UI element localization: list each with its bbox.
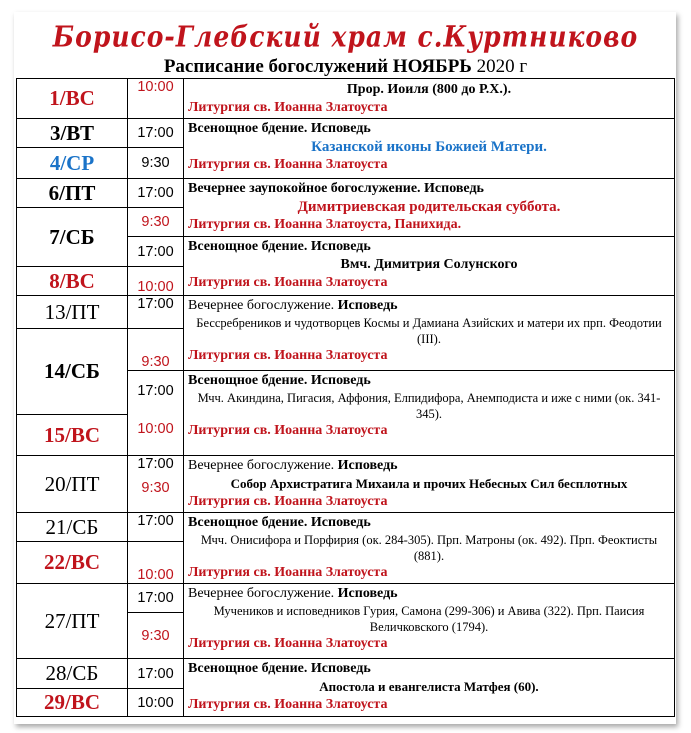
confession: Исповедь [337, 298, 398, 313]
saint-note: Мчч. Онисифора и Порфирия (ок. 284-305). Прп. Матроны (ок. 492). Прп. Феоктисты (881). [200, 533, 658, 563]
day-cell: 28/СБ [17, 659, 128, 689]
liturgy: Литургия св. Иоанна Златоуста [188, 697, 388, 712]
service: Всенощное бдение. Исповедь [188, 239, 371, 254]
table-row [17, 296, 675, 329]
day-cell: 7/СБ [17, 208, 128, 267]
day-cell: 8/ВС [17, 267, 128, 296]
time: 10:00 [137, 567, 174, 583]
day-cell: 22/ВС [17, 542, 128, 584]
service: Вечернее заупокойное богослужение. Исповедь [188, 181, 484, 196]
time: 9:30 [141, 155, 170, 171]
service: Всенощное бдение. Исповедь [188, 121, 371, 136]
schedule-table [16, 78, 675, 717]
table-row [17, 584, 675, 613]
time: 17:00 [137, 185, 174, 201]
table-row [17, 179, 675, 208]
liturgy: Литургия св. Иоанна Златоуста [188, 565, 388, 580]
liturgy: Литургия св. Иоанна Златоуста [188, 636, 388, 651]
time: 17:00 [137, 513, 174, 529]
service: Всенощное бдение. Исповедь [188, 515, 371, 530]
feast: Апостола и евангелиста Матфея (60). [319, 679, 539, 694]
service: Всенощное бдение. Исповедь [188, 661, 371, 676]
day-cell: 29/ВС [17, 689, 128, 717]
table-row [17, 79, 675, 119]
time: 9:30 [141, 214, 170, 230]
saint-note: Мчч. Акиндина, Пигасия, Аффония, Елпидифора, Анемподиста и иже с ними (ок. 341-345). [197, 391, 661, 421]
liturgy: Литургия св. Иоанна Златоуста, Панихида. [188, 217, 462, 232]
feast: Вмч. Димитрия Солунского [340, 257, 518, 272]
confession: Исповедь [337, 458, 398, 473]
day-cell: 1/ВС [17, 79, 128, 119]
service: Вечернее богослужение. [188, 298, 338, 313]
saint-note: Мучеников и исповедников Гурия, Самона (299-306) и Авива (322). Прп. Паисия Величковского (1794). [213, 604, 645, 634]
liturgy: Литургия св. Иоанна Златоуста [188, 157, 388, 172]
time: 9:30 [141, 480, 170, 496]
day-cell: 15/ВС [17, 415, 128, 456]
day-cell: 21/СБ [17, 513, 128, 542]
saint-note: Прор. Иоиля (800 до Р.Х.). [346, 81, 512, 97]
table-row [17, 119, 675, 148]
saint-note: Бессребреников и чудотворцев Космы и Дамиана Азийских и матери их прп. Феодотии (III). [196, 316, 662, 346]
time: 17:00 [137, 243, 174, 260]
day-cell: 6/ПТ [17, 179, 128, 208]
day-cell: 27/ПТ [17, 584, 128, 659]
liturgy: Литургия св. Иоанна Златоуста [188, 348, 388, 363]
time: 10:00 [137, 279, 174, 295]
confession: Исповедь [337, 586, 398, 601]
service: Всенощное бдение. Исповедь [188, 373, 371, 388]
time: 9:30 [141, 627, 170, 644]
liturgy: Литургия св. Иоанна Златоуста [188, 275, 388, 290]
feast: Димитриевская родительская суббота. [297, 199, 561, 215]
time: 10:00 [137, 79, 174, 95]
subtitle-main: Расписание богослужений НОЯБРЬ [163, 56, 472, 77]
feast: Казанской иконы Божией Матери. [311, 139, 547, 155]
day-cell: 13/ПТ [17, 296, 128, 329]
time: 17:00 [137, 456, 174, 472]
time: 17:00 [137, 383, 174, 399]
service: Вечернее богослужение. [188, 586, 338, 601]
table-row [17, 456, 675, 513]
table-row [17, 659, 675, 689]
day-cell: 3/ВТ [17, 119, 128, 148]
feast: Собор Архистратига Михаила и прочих Небесных Сил бесплотных [230, 476, 628, 491]
service: Вечернее богослужение. [188, 458, 338, 473]
liturgy: Литургия св. Иоанна Златоуста [188, 494, 388, 509]
time: 10:00 [137, 694, 174, 711]
liturgy: Литургия св. Иоанна Златоуста [188, 99, 388, 115]
day-cell: 14/СБ [17, 329, 128, 415]
time: 17:00 [137, 296, 174, 312]
time: 17:00 [137, 590, 174, 606]
time: 10:00 [137, 421, 174, 437]
table-row [17, 513, 675, 542]
time: 17:00 [137, 125, 174, 141]
time: 9:30 [141, 354, 170, 370]
liturgy: Литургия св. Иоанна Златоуста [188, 423, 388, 438]
day-cell: 4/СР [17, 148, 128, 179]
subtitle-year: 2020 г [476, 56, 528, 77]
church-title: Борисо-Глебский храм с.Куртниково [52, 19, 639, 54]
day-cell: 20/ПТ [17, 456, 128, 513]
time: 17:00 [137, 665, 174, 682]
schedule-subtitle [0, 56, 691, 78]
